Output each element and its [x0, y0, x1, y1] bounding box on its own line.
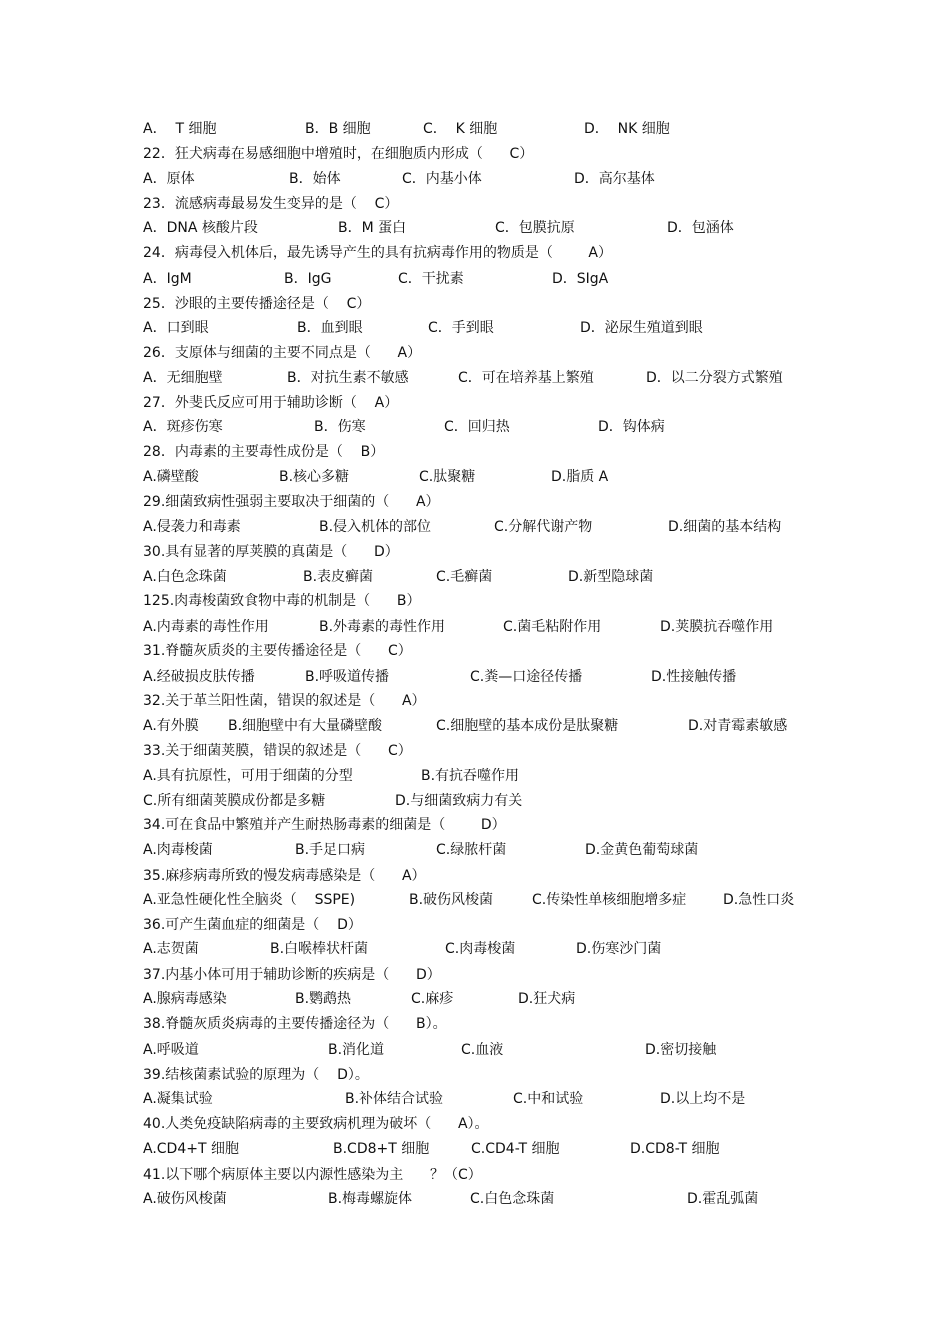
answer-option: D．包涵体 [667, 220, 734, 236]
answer-option: A.亚急性硬化性全脑炎（ SSPE) [143, 892, 356, 908]
answer-option: A.腺病毒感染 [143, 991, 227, 1007]
answer-option: C.绿脓杆菌 [436, 842, 507, 858]
answer-option: C.血液 [461, 1042, 504, 1058]
answer-option: C.所有细菌荚膜成份都是多糖 [143, 793, 326, 809]
answer-option: B．对抗生素不敏感 [287, 370, 409, 386]
answer-option: A.侵袭力和毒素 [143, 519, 241, 535]
answer-option: A.呼吸道 [143, 1042, 199, 1058]
answer-option: A．无细胞壁 [143, 370, 223, 386]
question-stem: 28．内毒素的主要毒性成份是（ B） [143, 444, 385, 460]
question-stem: 32.关于革兰阳性菌，错误的叙述是（ A） [143, 693, 426, 709]
question-stem: 31.脊髓灰质炎的主要传播途径是（ C） [143, 643, 412, 659]
answer-option: A.CD4+T 细胞 [143, 1141, 239, 1157]
answer-option: C．可在培养基上繁殖 [458, 370, 594, 386]
answer-option: C.白色念珠菌 [470, 1191, 555, 1207]
answer-option: A.志贺菌 [143, 941, 199, 957]
answer-option: B.手足口病 [295, 842, 366, 858]
answer-option: D.荚膜抗吞噬作用 [660, 619, 774, 635]
answer-option: B.白喉棒状杆菌 [270, 941, 369, 957]
answer-option: A.磷壁酸 [143, 469, 199, 485]
question-stem: 26．支原体与细菌的主要不同点是（ A） [143, 345, 422, 361]
question-stem: 36.可产生菌血症的细菌是（ D） [143, 917, 362, 933]
answer-option: B．始体 [289, 171, 341, 187]
answer-option: D．以二分裂方式繁殖 [646, 370, 783, 386]
question-stem: 39.结核菌素试验的原理为（ D）。 [143, 1067, 369, 1083]
answer-option: A.凝集试验 [143, 1091, 213, 1107]
answer-option: C.分解代谢产物 [494, 519, 593, 535]
answer-option: C.CD4-T 细胞 [471, 1141, 560, 1157]
answer-option: B．血到眼 [297, 320, 363, 336]
answer-option: C.毛癣菌 [436, 569, 493, 585]
answer-option: D． NK 细胞 [584, 121, 670, 137]
answer-option: D.伤寒沙门菌 [576, 941, 662, 957]
answer-option: B.核心多糖 [279, 469, 350, 485]
answer-option: D.CD8-T 细胞 [630, 1141, 720, 1157]
answer-option: A．原体 [143, 171, 195, 187]
answer-option: D.霍乱弧菌 [687, 1191, 759, 1207]
answer-option: A．IgM [143, 271, 192, 287]
answer-option: D.以上均不是 [660, 1091, 746, 1107]
answer-option: C.中和试验 [513, 1091, 584, 1107]
answer-option: B.呼吸道传播 [305, 669, 390, 685]
question-stem: 35.麻疹病毒所致的慢发病毒感染是（ A） [143, 868, 426, 884]
answer-option: D.金黄色葡萄球菌 [585, 842, 699, 858]
answer-option: B．IgG [284, 271, 332, 287]
answer-option: D.急性口炎 [723, 892, 795, 908]
answer-option: C．干扰素 [398, 271, 464, 287]
answer-option: C.麻疹 [411, 991, 454, 1007]
question-stem: 30.具有显著的厚荚膜的真菌是（ D） [143, 544, 399, 560]
answer-option: D.对青霉素敏感 [688, 718, 788, 734]
answer-option: A．口到眼 [143, 320, 209, 336]
answer-option: C.肽聚糖 [419, 469, 476, 485]
answer-option: B.梅毒螺旋体 [328, 1191, 413, 1207]
answer-option: B.CD8+T 细胞 [333, 1141, 430, 1157]
answer-option: C.菌毛粘附作用 [503, 619, 602, 635]
answer-option: D.细菌的基本结构 [668, 519, 782, 535]
answer-option: A.内毒素的毒性作用 [143, 619, 269, 635]
answer-option: D．高尔基体 [574, 171, 655, 187]
question-stem: 24．病毒侵入机体后，最先诱导产生的具有抗病毒作用的物质是（ A） [143, 245, 612, 261]
answer-option: C．内基小体 [402, 171, 482, 187]
question-stem: 22．狂犬病毒在易感细胞中增殖时，在细胞质内形成（ C） [143, 146, 534, 162]
answer-option: B．M 蛋白 [338, 220, 407, 236]
question-stem: 40.人类免疫缺陷病毒的主要致病机理为破坏（ A）。 [143, 1116, 489, 1132]
answer-option: B.补体结合试验 [345, 1091, 444, 1107]
answer-option: B.有抗吞噬作用 [421, 768, 520, 784]
answer-option: C.细胞壁的基本成份是肽聚糖 [436, 718, 619, 734]
answer-option: A．DNA 核酸片段 [143, 220, 258, 236]
answer-option: D．SIgA [552, 271, 609, 287]
answer-option: B.消化道 [328, 1042, 385, 1058]
question-stem: 41.以下哪个病原体主要以内源性感染为主 ？（C） [143, 1167, 482, 1183]
answer-option: D.新型隐球菌 [568, 569, 654, 585]
answer-option: A． T 细胞 [143, 121, 217, 137]
answer-option: C．手到眼 [428, 320, 494, 336]
answer-option: A．斑疹伤寒 [143, 419, 223, 435]
question-stem: 27．外斐氏反应可用于辅助诊断（ A） [143, 395, 399, 411]
question-stem: 37.内基小体可用于辅助诊断的疾病是（ D） [143, 967, 441, 983]
answer-option: C.肉毒梭菌 [445, 941, 516, 957]
answer-option: B.侵入机体的部位 [319, 519, 432, 535]
answer-option: C．包膜抗原 [495, 220, 575, 236]
question-stem: 38.脊髓灰质炎病毒的主要传播途径为（ B）。 [143, 1016, 447, 1032]
answer-option: D．钩体病 [598, 419, 665, 435]
answer-option: B.表皮癣菌 [303, 569, 374, 585]
answer-option: B．B 细胞 [305, 121, 371, 137]
answer-option: B．伤寒 [314, 419, 366, 435]
answer-option: A.具有抗原性，可用于细菌的分型 [143, 768, 353, 784]
answer-option: B.破伤风梭菌 [409, 892, 494, 908]
answer-option: D．泌尿生殖道到眼 [580, 320, 703, 336]
answer-option: C.传染性单核细胞增多症 [532, 892, 687, 908]
question-stem: 33.关于细菌荚膜，错误的叙述是（ C） [143, 743, 412, 759]
answer-option: D.狂犬病 [518, 991, 576, 1007]
answer-option: A.有外膜 [143, 718, 199, 734]
answer-option: A.白色念珠菌 [143, 569, 227, 585]
answer-option: C.粪—口途径传播 [470, 669, 583, 685]
question-stem: 23．流感病毒最易发生变异的是（ C） [143, 196, 399, 212]
answer-option: A.破伤风梭菌 [143, 1191, 227, 1207]
answer-option: A.肉毒梭菌 [143, 842, 213, 858]
answer-option: C．回归热 [444, 419, 510, 435]
answer-option: B.细胞壁中有大量磷壁酸 [228, 718, 383, 734]
question-stem: 125.肉毒梭菌致食物中毒的机制是（ B） [143, 593, 421, 609]
answer-option: B.鹦鹉热 [295, 991, 352, 1007]
answer-option: D.脂质 A [551, 469, 609, 485]
answer-option: D.与细菌致病力有关 [395, 793, 523, 809]
question-stem: 29.细菌致病性强弱主要取决于细菌的（ A） [143, 494, 440, 510]
answer-option: C． K 细胞 [423, 121, 498, 137]
question-stem: 34.可在食品中繁殖并产生耐热肠毒素的细菌是（ D） [143, 817, 506, 833]
answer-option: D.密切接触 [645, 1042, 717, 1058]
answer-option: D.性接触传播 [651, 669, 737, 685]
answer-option: B.外毒素的毒性作用 [319, 619, 446, 635]
answer-option: A.经破损皮肤传播 [143, 669, 255, 685]
question-stem: 25．沙眼的主要传播途径是（ C） [143, 296, 371, 312]
